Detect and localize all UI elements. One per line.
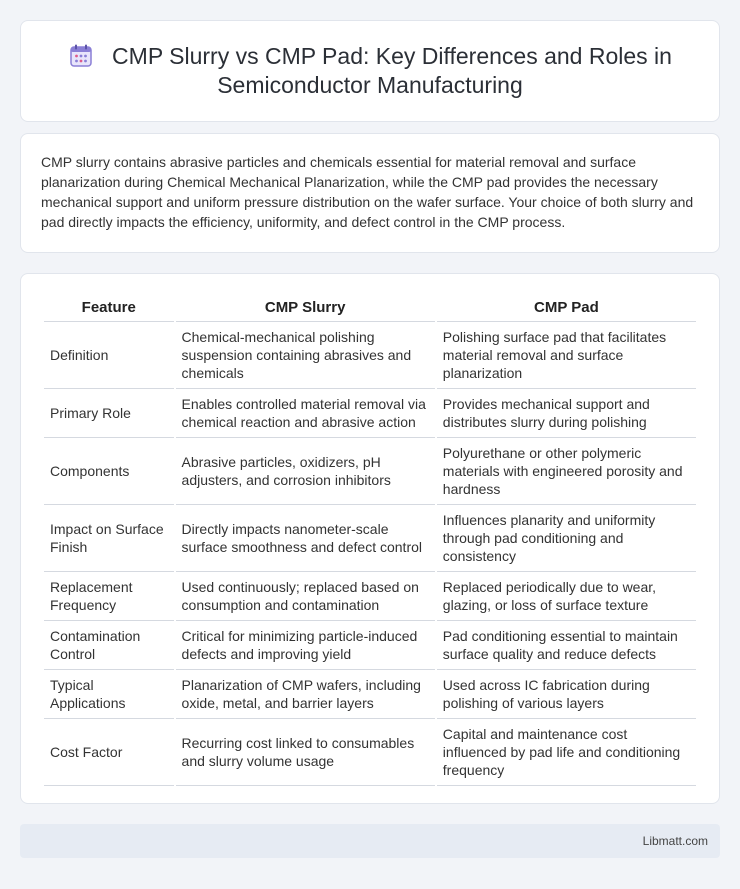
table-row	[44, 719, 696, 786]
comparison-table	[42, 292, 698, 786]
feature-cell: Impact on Surface Finish	[44, 505, 174, 572]
feature-cell: Cost Factor	[44, 719, 174, 786]
title-card	[20, 20, 720, 122]
slurry-cell: Enables controlled material removal via chemical reaction and abrasive action	[176, 389, 435, 438]
feature-cell: Replacement Frequency	[44, 572, 174, 621]
feature-cell: Definition	[44, 322, 174, 389]
slurry-cell: Used continuously; replaced based on consumption and contamination	[176, 572, 435, 621]
slurry-cell: Recurring cost linked to consumables and slurry volume usage	[176, 719, 435, 786]
slurry-cell: Chemical-mechanical polishing suspension containing abrasives and chemicals	[176, 322, 435, 389]
table-row	[44, 389, 696, 438]
footer-bar	[20, 824, 720, 858]
comparison-table-card	[20, 273, 720, 804]
header-cmp-pad: CMP Pad	[437, 292, 696, 322]
pad-cell: Polyurethane or other polymeric materials with engineered porosity and hardness	[437, 438, 696, 505]
slurry-cell: Abrasive particles, oxidizers, pH adjusters, and corrosion inhibitors	[176, 438, 435, 505]
page-title-text: CMP Slurry vs CMP Pad: Key Differences and Roles in Semiconductor Manufacturing	[112, 43, 672, 98]
feature-cell: Primary Role	[44, 389, 174, 438]
feature-cell: Typical Applications	[44, 670, 174, 719]
pad-cell: Provides mechanical support and distributes slurry during polishing	[437, 389, 696, 438]
pad-cell: Influences planarity and uniformity through pad conditioning and consistency	[437, 505, 696, 572]
table-row	[44, 505, 696, 572]
header-feature: Feature	[44, 292, 174, 322]
pad-cell: Used across IC fabrication during polishing of various layers	[437, 670, 696, 719]
header-cmp-slurry: CMP Slurry	[176, 292, 435, 322]
footer-brand-link[interactable]: Libmatt.com	[642, 834, 708, 848]
table-row	[44, 670, 696, 719]
slurry-cell: Planarization of CMP wafers, including oxide, metal, and barrier layers	[176, 670, 435, 719]
pad-cell: Pad conditioning essential to maintain surface quality and reduce defects	[437, 621, 696, 670]
pad-cell: Replaced periodically due to wear, glazing, or loss of surface texture	[437, 572, 696, 621]
table-row	[44, 322, 696, 389]
intro-paragraph: CMP slurry contains abrasive particles and chemicals essential for material removal and surface planarization during Chemical Mechanical Planarization, while the CMP pad provides the necessary mechanical support and uniform pressure distribution on the wafer surface. Your choice of both slurry and pad directly impacts the efficiency, uniformity, and defect control in the CMP process.	[41, 154, 694, 230]
feature-cell: Contamination Control	[44, 621, 174, 670]
pad-cell: Polishing surface pad that facilitates material removal and surface planarization	[437, 322, 696, 389]
calendar-icon	[68, 43, 94, 69]
slurry-cell: Directly impacts nanometer-scale surface smoothness and defect control	[176, 505, 435, 572]
feature-cell: Components	[44, 438, 174, 505]
pad-cell: Capital and maintenance cost influenced by pad life and conditioning frequency	[437, 719, 696, 786]
intro-card	[20, 133, 720, 253]
table-row	[44, 438, 696, 505]
slurry-cell: Critical for minimizing particle-induced defects and improving yield	[176, 621, 435, 670]
title-wrap	[21, 21, 719, 121]
table-row	[44, 621, 696, 670]
table-header-row	[44, 292, 696, 322]
page-title	[51, 42, 689, 100]
table-row	[44, 572, 696, 621]
